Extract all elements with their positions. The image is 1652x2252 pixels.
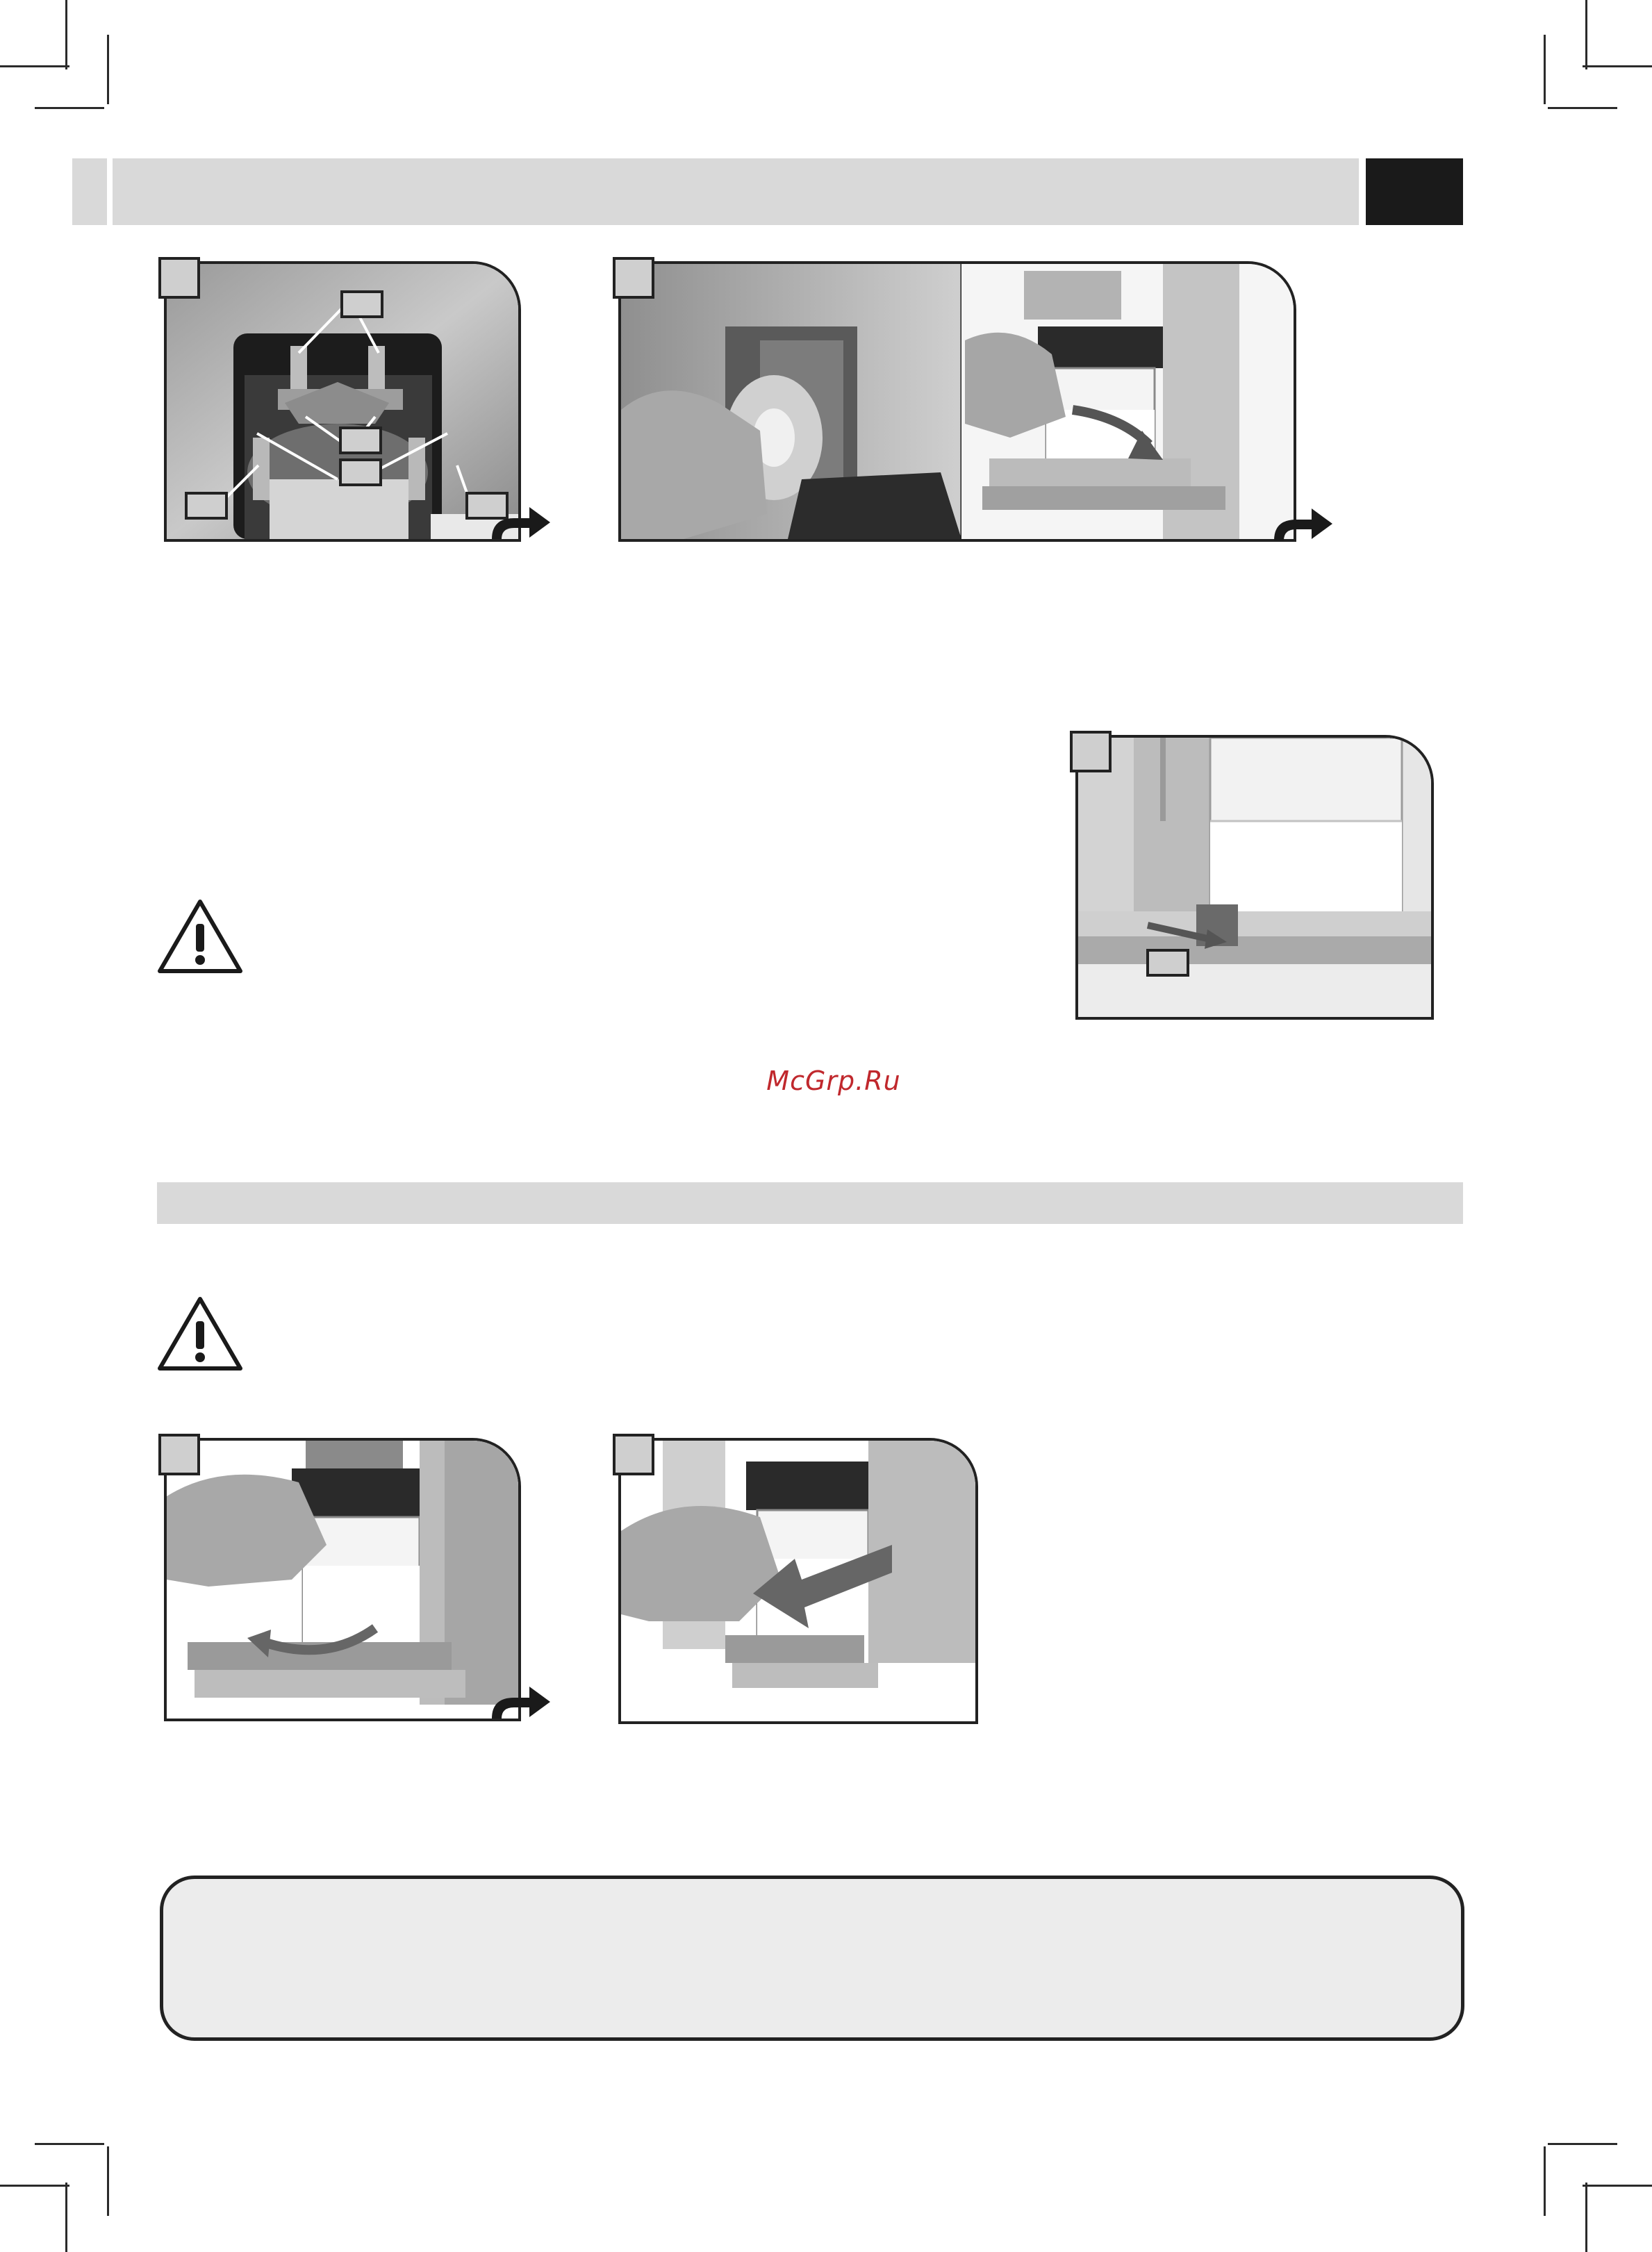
callout-label (185, 492, 228, 520)
figure-remove-brew-unit-and-jug (618, 261, 1296, 542)
callout-label (339, 458, 382, 486)
step-number-box (158, 257, 200, 299)
step-number-box (613, 1434, 654, 1475)
callout-label (1146, 949, 1189, 977)
crop-mark (35, 2143, 104, 2145)
crop-mark (107, 35, 109, 104)
section-header-bar (157, 1182, 1463, 1224)
warning-triangle-icon (156, 897, 245, 975)
header-language-tab (1366, 158, 1463, 225)
callout-label (340, 290, 383, 318)
callout-label (339, 427, 382, 454)
figure-insert-milk-jug (618, 1438, 978, 1724)
crop-mark (1583, 2185, 1652, 2187)
crop-mark (1548, 107, 1617, 109)
curved-arrow-right-icon (486, 502, 553, 540)
crop-mark (1548, 2143, 1617, 2145)
crop-mark (0, 65, 69, 67)
curved-arrow-right-icon (486, 1681, 553, 1720)
crop-mark (65, 2183, 67, 2252)
watermark: McGrp.Ru (766, 1066, 901, 1096)
curved-arrow-right-icon (1269, 503, 1335, 542)
step-number-box (1070, 731, 1112, 772)
crop-mark (0, 2185, 69, 2187)
figure-milk-jug (1075, 735, 1434, 1020)
crop-mark (1544, 2146, 1546, 2216)
crop-mark (65, 0, 67, 69)
step-number-box (613, 257, 654, 299)
header-bar (113, 158, 1359, 225)
crop-mark (1585, 2183, 1587, 2252)
warning-triangle-icon (156, 1295, 245, 1373)
crop-mark (35, 107, 104, 109)
figure-rotate-milk-jug (164, 1438, 521, 1721)
crop-mark (1583, 65, 1652, 67)
crop-mark (107, 2146, 109, 2216)
step-number-box (158, 1434, 200, 1475)
crop-mark (1585, 0, 1587, 69)
header-tab (72, 158, 107, 225)
note-box (160, 1876, 1464, 2041)
crop-mark (1544, 35, 1546, 104)
